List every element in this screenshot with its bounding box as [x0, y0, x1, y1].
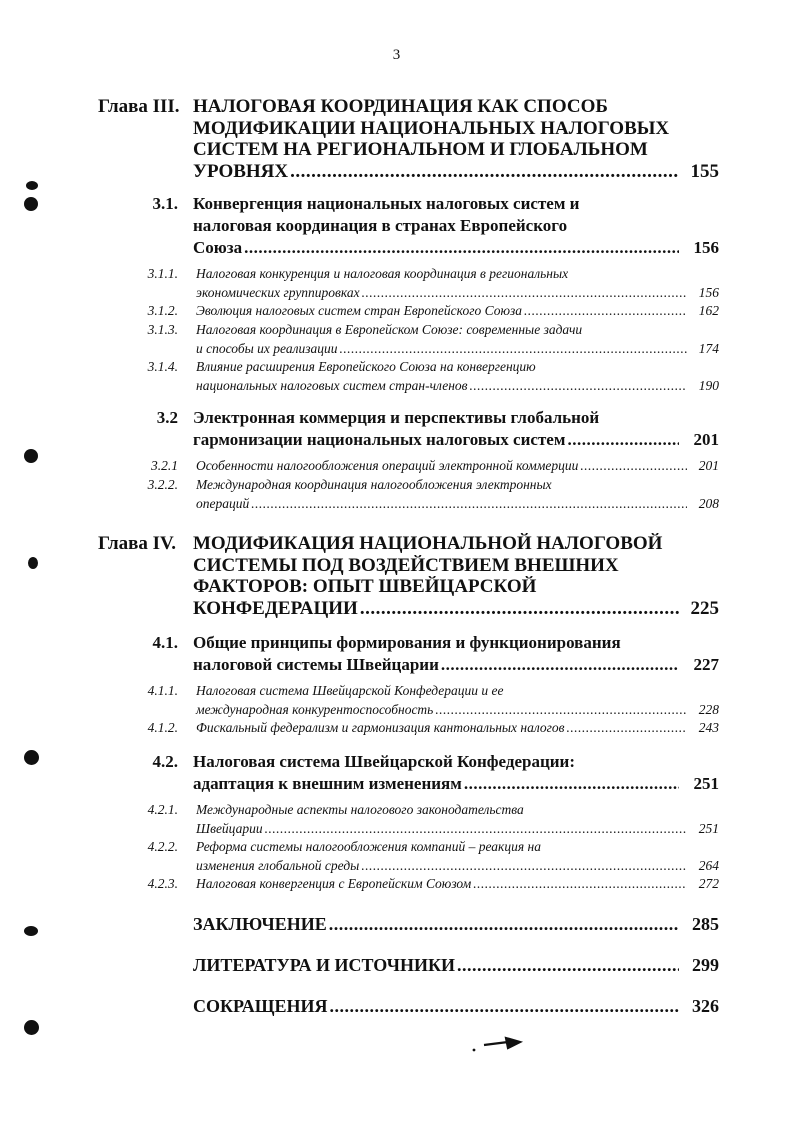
dot-leader [441, 654, 679, 676]
subsection-title-line: Реформа системы налогообложения компаний – реакция на [196, 839, 541, 854]
dot-leader [360, 598, 679, 620]
dot-leader [251, 495, 687, 514]
section-title-line: Общие принципы формирования и функционирования [193, 633, 621, 652]
subsection-title-line: Налоговая система Швейцарской Конфедерации и ее [196, 683, 504, 698]
margin-speck [24, 1020, 39, 1035]
dot-leader [457, 954, 679, 976]
chapter-title-last-line: УРОВНЯХ [193, 160, 289, 182]
dot-leader [361, 857, 687, 876]
subsection-number: 3.1.1. [147, 266, 178, 281]
dot-leader [567, 719, 687, 738]
section-title-line: Электронная коммерция и перспективы глобальной [193, 408, 600, 427]
subsection-number: 4.1.2. [147, 720, 178, 735]
dot-leader [329, 913, 679, 935]
subsection-number: 3.1.2. [147, 303, 178, 318]
dot-leader [567, 429, 679, 451]
section-number: 3.2 [156, 408, 178, 427]
final-title: ЛИТЕРАТУРА И ИСТОЧНИКИ [193, 955, 456, 975]
chapter-label: Глава III. [98, 96, 180, 117]
chapter-title-line: МОДИФИКАЦИИ НАЦИОНАЛЬНЫХ НАЛОГОВЫХ [193, 117, 670, 139]
section-title-line: Конвергенция национальных налоговых систем и [193, 194, 580, 213]
chapter-title-line: НАЛОГОВАЯ КООРДИНАЦИЯ КАК СПОСОБ [193, 96, 608, 117]
subsection-number: 4.2.1. [147, 802, 178, 817]
dot-leader [464, 773, 679, 795]
subsection-number: 4.2.2. [147, 839, 178, 854]
subsection-title-line: Налоговая конкуренция и налоговая координация в региональных [196, 266, 569, 281]
dot-leader [473, 875, 687, 894]
section-number: 4.1. [152, 633, 178, 652]
page-ref: 272 [698, 876, 719, 891]
dot-leader [362, 284, 687, 303]
margin-speck [28, 557, 38, 569]
section-title-line: Налоговая система Швейцарской Конфедерации: [193, 752, 576, 771]
final-title: ЗАКЛЮЧЕНИЕ [193, 914, 327, 934]
subsection-title-line: Международные аспекты налогового законодательства [196, 802, 524, 817]
chapter-title-last-line: КОНФЕДЕРАЦИИ [193, 597, 358, 619]
section-title-last-line: гармонизации национальных налоговых систем [193, 430, 566, 449]
page-number: 3 [392, 47, 401, 63]
margin-speck [24, 449, 38, 463]
page-ref: 208 [698, 495, 719, 511]
margin-speck [26, 181, 38, 190]
page-ref: 299 [692, 955, 719, 975]
page-ref: 201 [693, 430, 719, 449]
dot-leader [290, 161, 679, 183]
margin-speck [24, 750, 39, 765]
section-number: 4.2. [152, 752, 178, 771]
subsection-title-last-line: международная конкурентоспособность [196, 701, 434, 717]
page-ref: 227 [693, 655, 719, 674]
page-ref: 228 [698, 701, 719, 717]
section-number: 3.1. [152, 194, 178, 213]
dot-leader [580, 457, 687, 476]
subsection-number: 3.1.3. [147, 322, 178, 337]
page-ref: 251 [698, 820, 719, 836]
page-ref: 162 [698, 303, 719, 318]
subsection-title-last-line: экономических группировках [196, 284, 360, 300]
subsection-number: 3.1.4. [147, 359, 178, 374]
dot-leader [330, 995, 679, 1017]
subsection-title-last-line: и способы их реализации [196, 340, 338, 356]
dot-leader [470, 377, 687, 396]
page-ref: 174 [698, 340, 719, 356]
page-ref: 155 [690, 160, 719, 182]
subsection-number: 4.2.3. [147, 876, 178, 891]
subsection-title-line: Международная координация налогообложения электронных [196, 477, 552, 492]
subsection-title-line: Налоговая координация в Европейском Союзе: современные задачи [196, 322, 583, 337]
section-title-last-line: адаптация к внешним изменениям [193, 774, 462, 793]
subsection-title-line: Влияние расширения Европейского Союза на конвергенцию [196, 359, 536, 374]
dot-leader [340, 340, 688, 359]
subsection-number: 3.2.1 [151, 458, 178, 473]
page-ref: 225 [690, 597, 719, 619]
subsection-title-last-line: операций [196, 495, 250, 511]
dot-leader [435, 701, 687, 720]
chapter-title-line: МОДИФИКАЦИЯ НАЦИОНАЛЬНОЙ НАЛОГОВОЙ [193, 533, 663, 554]
dot-leader [265, 820, 687, 839]
page-ref: 156 [698, 284, 719, 300]
subsection-title-last-line: Швейцарии [196, 820, 263, 836]
subsection-title-last-line: Фискальный федерализм и гармонизация кантональных налогов [196, 720, 565, 735]
subsection-title-last-line: Эволюция налоговых систем стран Европейского Союза [196, 303, 522, 318]
subsection-number: 4.1.1. [147, 683, 178, 698]
section-title-last-line: налоговой системы Швейцарии [193, 655, 439, 674]
page-ref: 201 [698, 458, 719, 473]
page-ref: 243 [698, 720, 719, 735]
dot-leader [244, 237, 679, 259]
section-title-line: налоговая координация в странах Европейского [193, 216, 568, 235]
page-ref: 190 [698, 377, 719, 393]
section-title-last-line: Союза [193, 238, 243, 257]
subsection-title-last-line: Особенности налогообложения операций электронной коммерции [196, 458, 579, 473]
dot-leader [524, 302, 687, 321]
page-ref: 156 [693, 238, 719, 257]
subsection-title-last-line: Налоговая конвергенция с Европейским Союзом [196, 876, 472, 891]
subsection-number: 3.2.2. [147, 477, 178, 492]
margin-speck [24, 926, 38, 936]
margin-speck [24, 197, 38, 211]
page-ref: 251 [693, 774, 719, 793]
chapter-title-line: ФАКТОРОВ: ОПЫТ ШВЕЙЦАРСКОЙ [193, 576, 537, 597]
subsection-title-last-line: изменения глобальной среды [196, 857, 360, 873]
chapter-label: Глава IV. [98, 533, 177, 554]
chapter-title-line: СИСТЕМЫ ПОД ВОЗДЕЙСТВИЕМ ВНЕШНИХ [193, 554, 619, 576]
page-ref: 285 [692, 914, 719, 934]
pen-mark-icon [466, 1032, 526, 1056]
page-ref: 326 [692, 996, 719, 1016]
subsection-title-last-line: национальных налоговых систем стран-членов [196, 377, 468, 393]
page-ref: 264 [698, 857, 719, 873]
final-title: СОКРАЩЕНИЯ [193, 996, 328, 1016]
chapter-title-line: СИСТЕМ НА РЕГИОНАЛЬНОМ И ГЛОБАЛЬНОМ [193, 139, 648, 160]
